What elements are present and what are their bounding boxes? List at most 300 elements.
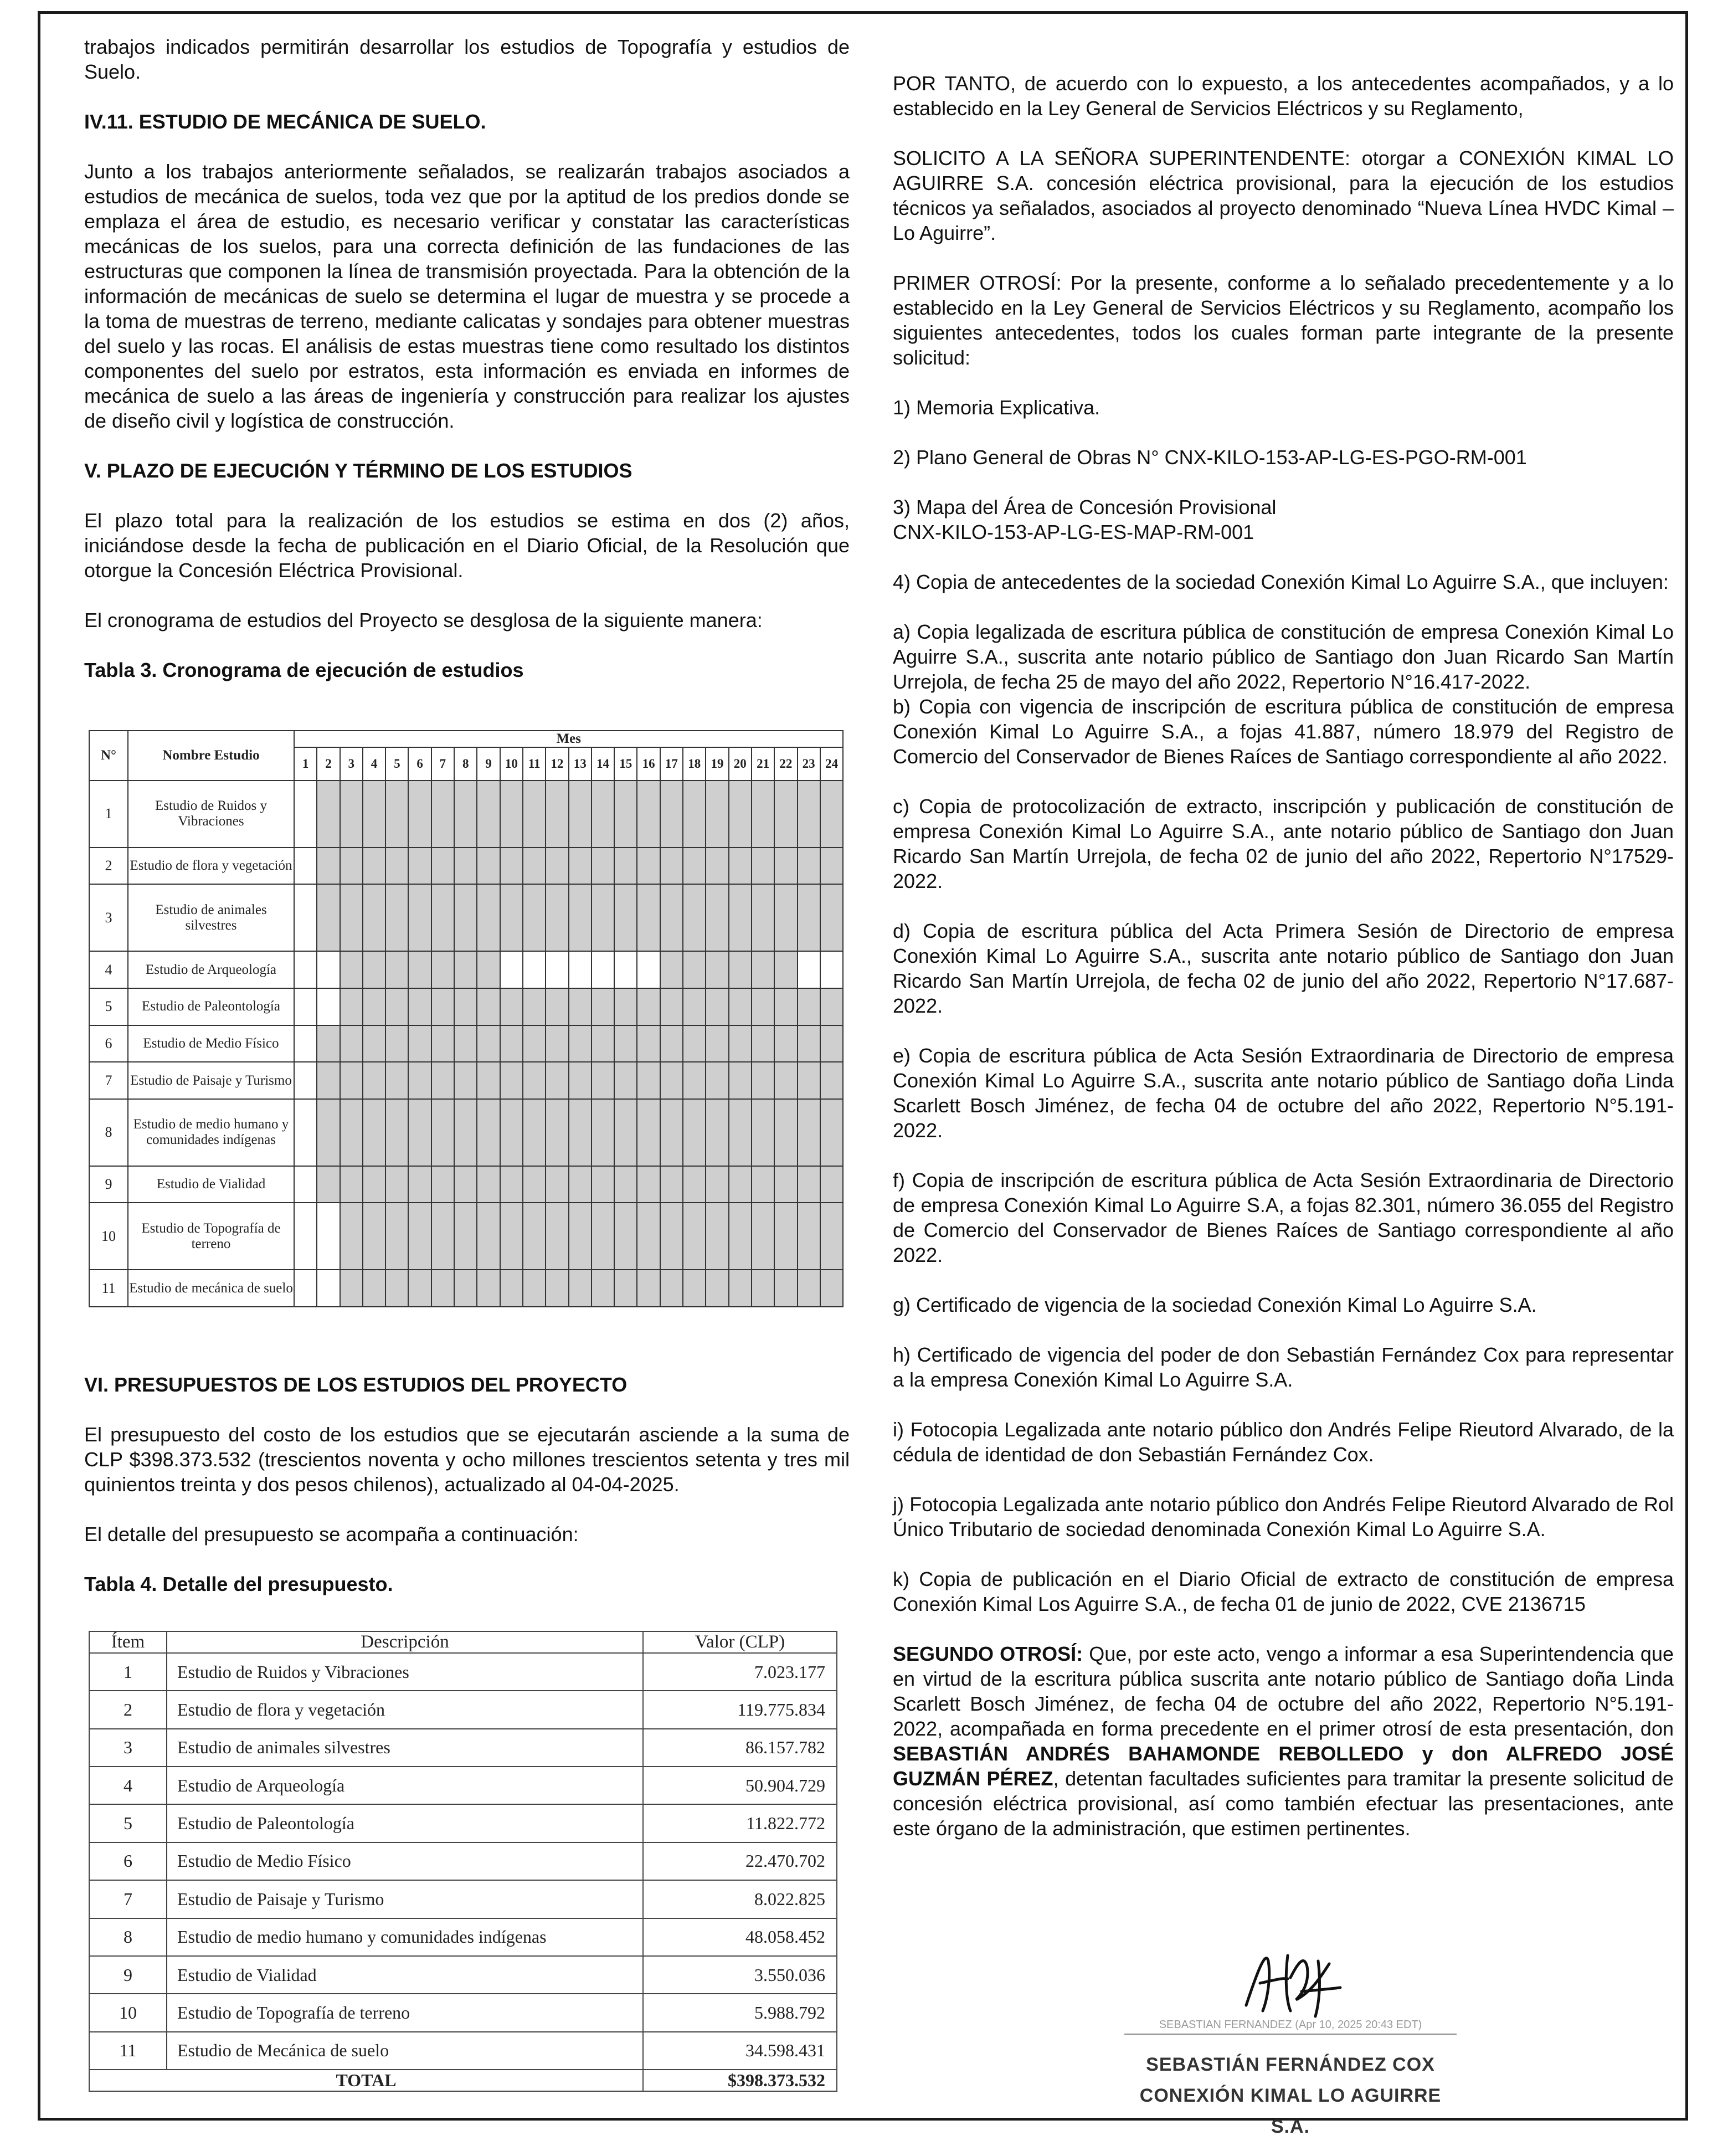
budget-item-value: 48.058.452	[643, 1918, 837, 1956]
schedule-cell	[660, 781, 683, 848]
schedule-cell	[385, 848, 408, 885]
segundo-otrosi-names: SEBASTIÁN ANDRÉS BAHAMONDE REBOLLEDO y don ALFREDO JOSÉ GUZMÁN PÉREZ	[893, 1742, 1674, 1790]
annex-d: d) Copia de escritura pública del Acta Primera Sesión de Directorio de empresa Conexión Kimal Lo Aguirre S.A., suscrita ante notario público de Santiago don Juan Ricardo San Martín Urrejola, de fecha 02 de junio del año 2022, Repertorio N°17.687-2022.	[893, 920, 1674, 1017]
budget-col-desc: Descripción	[167, 1631, 643, 1653]
schedule-month-header: 3	[340, 747, 363, 781]
schedule-cell	[569, 1099, 592, 1166]
schedule-cell	[431, 884, 454, 951]
schedule-cell	[774, 988, 797, 1025]
left-column	[84, 34, 850, 707]
budget-item-number: 3	[89, 1729, 167, 1767]
schedule-cell	[752, 781, 774, 848]
schedule-cell	[592, 1099, 614, 1166]
right-column	[893, 71, 1674, 1866]
schedule-cell	[683, 1166, 706, 1203]
schedule-cell	[431, 1062, 454, 1099]
schedule-cell	[774, 1025, 797, 1062]
schedule-row	[89, 884, 843, 951]
schedule-cell	[317, 884, 340, 951]
section-iv11-paragraph: Junto a los trabajos anteriormente señalados, se realizarán trabajos asociados a estudios de mecánica de suelos, toda vez que por la aptitud de los predios donde se emplaza el área de estudio, es necesario verificar y constatar las características mecánicas de los suelos, para una correcta definición de las fundaciones de las estructuras que componen la línea de transmisión proyectada. Para la obtención de la información de mecánicas de suelo se determina el lugar de muestra y se procede a la toma de muestras de terreno, mediante calicatas y sondajes para obtener muestras del suelo y las rocas. El análisis de estas muestras tiene como resultado los distintos componentes del suelo por estratos, esta información es enviada en informes de mecánica de suelo a las áreas de ingeniería y construcción para realizar los ajustes de diseño civil y logística de construcción.	[84, 160, 850, 432]
schedule-cell	[729, 1203, 752, 1270]
schedule-cell	[683, 1025, 706, 1062]
schedule-month-header: 24	[820, 747, 844, 781]
budget-item-number: 5	[89, 1804, 167, 1842]
schedule-cell	[431, 1025, 454, 1062]
schedule-cell	[637, 1099, 660, 1166]
schedule-cell	[340, 1062, 363, 1099]
schedule-cell	[408, 884, 431, 951]
budget-row	[89, 1842, 837, 1880]
budget-item-value: 7.023.177	[643, 1653, 837, 1691]
budget-col-val: Valor (CLP)	[643, 1631, 837, 1653]
schedule-cell	[431, 988, 454, 1025]
budget-item-value: 5.988.792	[643, 1994, 837, 2031]
schedule-cell	[294, 1270, 317, 1307]
annex-3-line-1: 3) Mapa del Área de Concesión Provisional	[893, 496, 1277, 519]
budget-item-number: 8	[89, 1918, 167, 1956]
schedule-cell	[729, 1270, 752, 1307]
annex-j: j) Fotocopia Legalizada ante notario público don Andrés Felipe Rieutord Alvarado de Rol Único Tributario de sociedad denominada Conexión Kimal Lo Aguirre S.A.	[893, 1493, 1674, 1541]
schedule-cell	[637, 1166, 660, 1203]
signer-name: SEBASTIÁN FERNÁNDEZ COX	[1146, 2054, 1435, 2075]
schedule-cell	[729, 1062, 752, 1099]
schedule-cell	[408, 1099, 431, 1166]
schedule-cell	[500, 1166, 523, 1203]
schedule-cell	[385, 1203, 408, 1270]
schedule-cell	[637, 848, 660, 885]
schedule-cell	[340, 1203, 363, 1270]
schedule-cell	[592, 1025, 614, 1062]
schedule-cell	[500, 781, 523, 848]
schedule-cell	[408, 1270, 431, 1307]
schedule-cell	[660, 1270, 683, 1307]
schedule-row-study-name: Estudio de medio humano y comunidades indígenas	[128, 1099, 294, 1166]
schedule-cell	[408, 951, 431, 988]
schedule-row	[89, 1099, 843, 1166]
budget-total-label: TOTAL	[89, 2070, 643, 2091]
schedule-cell	[569, 884, 592, 951]
signature-meta: SEBASTIAN FERNANDEZ (Apr 10, 2025 20:43 EDT)	[1159, 2019, 1422, 2031]
budget-item-description: Estudio de medio humano y comunidades indígenas	[167, 1918, 643, 1956]
schedule-cell	[546, 1270, 568, 1307]
schedule-row	[89, 1270, 843, 1307]
schedule-cell	[363, 1099, 385, 1166]
budget-row	[89, 1994, 837, 2031]
schedule-row-number: 1	[89, 781, 128, 848]
schedule-row-study-name: Estudio de animales silvestres	[128, 884, 294, 951]
schedule-cell	[569, 1025, 592, 1062]
schedule-cell	[523, 1099, 546, 1166]
budget-row	[89, 2032, 837, 2070]
schedule-cell	[477, 1062, 500, 1099]
annex-4: 4) Copia de antecedentes de la sociedad Conexión Kimal Lo Aguirre S.A., que incluyen:	[893, 571, 1669, 593]
schedule-row-study-name: Estudio de Medio Físico	[128, 1025, 294, 1062]
schedule-cell	[774, 1062, 797, 1099]
schedule-cell	[454, 1025, 477, 1062]
schedule-cell	[774, 1270, 797, 1307]
annex-k: k) Copia de publicación en el Diario Oficial de extracto de constitución de empresa Conexión Kimal Los Aguirre S.A., de fecha 01 de junio de 2022, CVE 2136715	[893, 1568, 1674, 1615]
schedule-cell	[683, 1062, 706, 1099]
schedule-cell	[454, 781, 477, 848]
schedule-cell	[454, 988, 477, 1025]
schedule-cell	[774, 951, 797, 988]
schedule-cell	[660, 848, 683, 885]
schedule-cell	[820, 988, 844, 1025]
schedule-cell	[477, 884, 500, 951]
annex-h: h) Certificado de vigencia del poder de don Sebastián Fernández Cox para representar a la empresa Conexión Kimal Lo Aguirre S.A.	[893, 1343, 1674, 1391]
budget-item-value: 22.470.702	[643, 1842, 837, 1880]
budget-col-item: Ítem	[89, 1631, 167, 1653]
schedule-cell	[408, 781, 431, 848]
schedule-cell	[546, 1203, 568, 1270]
table3-title: Tabla 3. Cronograma de ejecución de estudios	[84, 659, 524, 681]
schedule-cell	[798, 884, 820, 951]
annex-2: 2) Plano General de Obras N° CNX-KILO-153-AP-LG-ES-PGO-RM-001	[893, 446, 1527, 469]
schedule-cell	[569, 848, 592, 885]
annex-g: g) Certificado de vigencia de la sociedad Conexión Kimal Lo Aguirre S.A.	[893, 1293, 1537, 1316]
schedule-cell	[454, 1270, 477, 1307]
budget-item-number: 9	[89, 1956, 167, 1994]
schedule-month-header: 12	[546, 747, 568, 781]
annex-1: 1) Memoria Explicativa.	[893, 396, 1100, 419]
schedule-row-number: 11	[89, 1270, 128, 1307]
schedule-cell	[317, 1270, 340, 1307]
schedule-cell	[500, 848, 523, 885]
schedule-cell	[820, 1166, 844, 1203]
schedule-cell	[317, 951, 340, 988]
schedule-month-header: 15	[614, 747, 637, 781]
schedule-cell	[500, 988, 523, 1025]
schedule-cell	[752, 988, 774, 1025]
budget-item-value: 34.598.431	[643, 2032, 837, 2070]
budget-item-description: Estudio de Medio Físico	[167, 1842, 643, 1880]
schedule-row-number: 8	[89, 1099, 128, 1166]
schedule-cell	[523, 1025, 546, 1062]
por-tanto-paragraph: POR TANTO, de acuerdo con lo expuesto, a los antecedentes acompañados, y a lo establecido en la Ley General de Servicios Eléctricos y su Reglamento,	[893, 72, 1674, 120]
budget-row	[89, 1918, 837, 1956]
schedule-cell	[294, 848, 317, 885]
schedule-cell	[798, 1062, 820, 1099]
schedule-cell	[706, 1166, 728, 1203]
schedule-cell	[660, 1062, 683, 1099]
schedule-cell	[798, 1099, 820, 1166]
schedule-cell	[683, 1099, 706, 1166]
schedule-cell	[317, 848, 340, 885]
budget-item-description: Estudio de Mecánica de suelo	[167, 2032, 643, 2070]
schedule-row-number: 4	[89, 951, 128, 988]
schedule-cell	[385, 1062, 408, 1099]
schedule-cell	[592, 951, 614, 988]
budget-row	[89, 1880, 837, 1918]
schedule-cell	[294, 1025, 317, 1062]
schedule-cell	[614, 1062, 637, 1099]
schedule-row-number: 9	[89, 1166, 128, 1203]
annex-a: a) Copia legalizada de escritura pública de constitución de empresa Conexión Kimal Lo Aguirre S.A., suscrita ante notario público de Santiago don Juan Ricardo San Martín Urrejola, de fecha 25 de mayo del año 2022, Repertorio N°16.417-2022.	[893, 620, 1674, 693]
schedule-cell	[431, 1203, 454, 1270]
schedule-cell	[774, 848, 797, 885]
schedule-cell	[385, 781, 408, 848]
schedule-cell	[385, 1025, 408, 1062]
schedule-cell	[363, 1270, 385, 1307]
schedule-cell	[477, 988, 500, 1025]
budget-item-value: 86.157.782	[643, 1729, 837, 1767]
schedule-cell	[614, 781, 637, 848]
schedule-cell	[546, 988, 568, 1025]
budget-item-number: 10	[89, 1994, 167, 2031]
schedule-cell	[752, 1099, 774, 1166]
schedule-cell	[729, 884, 752, 951]
schedule-cell	[706, 884, 728, 951]
annex-e: e) Copia de escritura pública de Acta Sesión Extraordinaria de Directorio de empresa Conexión Kimal Lo Aguirre S.A., suscrita ante notario público de Santiago doña Linda Scarlett Bosch Jiménez, de fecha 04 de octubre del año 2022, Repertorio N°5.191-2022.	[893, 1044, 1674, 1142]
budget-item-number: 1	[89, 1653, 167, 1691]
schedule-cell	[569, 951, 592, 988]
schedule-cell	[546, 848, 568, 885]
schedule-cell	[798, 1025, 820, 1062]
schedule-cell	[637, 1270, 660, 1307]
schedule-cell	[385, 1270, 408, 1307]
budget-item-number: 6	[89, 1842, 167, 1880]
schedule-cell	[614, 848, 637, 885]
schedule-month-header: 17	[660, 747, 683, 781]
schedule-cell	[317, 1025, 340, 1062]
schedule-month-header: 9	[477, 747, 500, 781]
schedule-row-number: 6	[89, 1025, 128, 1062]
schedule-cell	[798, 988, 820, 1025]
budget-item-description: Estudio de animales silvestres	[167, 1729, 643, 1767]
budget-item-number: 4	[89, 1767, 167, 1804]
schedule-cell	[477, 1203, 500, 1270]
schedule-cell	[752, 848, 774, 885]
schedule-cell	[820, 781, 844, 848]
schedule-cell	[294, 951, 317, 988]
budget-row	[89, 1729, 837, 1767]
schedule-cell	[477, 1270, 500, 1307]
schedule-cell	[592, 848, 614, 885]
schedule-month-header: 18	[683, 747, 706, 781]
schedule-cell	[385, 1099, 408, 1166]
schedule-cell	[752, 884, 774, 951]
schedule-cell	[752, 1166, 774, 1203]
schedule-cell	[569, 1203, 592, 1270]
schedule-cell	[454, 1166, 477, 1203]
schedule-cell	[500, 1025, 523, 1062]
schedule-cell	[477, 951, 500, 988]
schedule-cell	[683, 1203, 706, 1270]
schedule-cell	[546, 781, 568, 848]
schedule-cell	[729, 848, 752, 885]
budget-item-description: Estudio de Paisaje y Turismo	[167, 1880, 643, 1918]
section-v-paragraph-2: El cronograma de estudios del Proyecto se desglosa de la siguiente manera:	[84, 609, 763, 632]
schedule-cell	[523, 781, 546, 848]
schedule-month-header: 10	[500, 747, 523, 781]
schedule-month-header: 7	[431, 747, 454, 781]
schedule-row	[89, 988, 843, 1025]
schedule-cell	[660, 951, 683, 988]
schedule-cell	[431, 951, 454, 988]
schedule-cell	[683, 848, 706, 885]
schedule-cell	[363, 1025, 385, 1062]
segundo-otrosi-label: SEGUNDO OTROSÍ:	[893, 1642, 1083, 1665]
schedule-cell	[752, 951, 774, 988]
schedule-row-number: 7	[89, 1062, 128, 1099]
schedule-cell	[752, 1203, 774, 1270]
schedule-cell	[294, 988, 317, 1025]
budget-table	[89, 1631, 837, 2092]
schedule-cell	[660, 1166, 683, 1203]
schedule-cell	[752, 1062, 774, 1099]
schedule-cell	[798, 1166, 820, 1203]
schedule-cell	[340, 1166, 363, 1203]
schedule-cell	[431, 781, 454, 848]
schedule-cell	[317, 1203, 340, 1270]
schedule-cell	[477, 1166, 500, 1203]
schedule-cell	[592, 884, 614, 951]
schedule-row-number: 3	[89, 884, 128, 951]
schedule-cell	[523, 848, 546, 885]
annex-b: b) Copia con vigencia de inscripción de escritura pública de constitución de empresa Conexión Kimal Lo Aguirre S.A., a fojas 41.887, número 18.979 del Registro de Comercio del Conservador de Bienes Raíces de Santiago correspondiente al año 2022.	[893, 695, 1674, 768]
schedule-cell	[454, 1203, 477, 1270]
schedule-month-header: 21	[752, 747, 774, 781]
budget-item-number: 7	[89, 1880, 167, 1918]
schedule-cell	[363, 951, 385, 988]
schedule-cell	[569, 988, 592, 1025]
schedule-month-header: 20	[729, 747, 752, 781]
schedule-cell	[500, 951, 523, 988]
schedule-cell	[431, 1270, 454, 1307]
schedule-cell	[408, 1062, 431, 1099]
schedule-cell	[729, 1025, 752, 1062]
budget-item-description: Estudio de Topografía de terreno	[167, 1994, 643, 2031]
schedule-cell	[569, 781, 592, 848]
schedule-cell	[683, 1270, 706, 1307]
schedule-cell	[614, 1025, 637, 1062]
schedule-cell	[614, 1099, 637, 1166]
schedule-col-mes: Mes	[294, 731, 843, 747]
schedule-cell	[729, 951, 752, 988]
section-v-paragraph-1: El plazo total para la realización de los estudios se estima en dos (2) años, iniciándose desde la fecha de publicación en el Diario Oficial, de la Resolución que otorgue la Concesión Eléctrica Provisional.	[84, 509, 850, 582]
budget-item-value: 11.822.772	[643, 1804, 837, 1842]
schedule-cell	[500, 884, 523, 951]
schedule-cell	[500, 1062, 523, 1099]
schedule-month-header: 19	[706, 747, 728, 781]
schedule-cell	[431, 1099, 454, 1166]
schedule-cell	[637, 988, 660, 1025]
schedule-cell	[546, 1025, 568, 1062]
schedule-row	[89, 1166, 843, 1203]
schedule-cell	[523, 1203, 546, 1270]
schedule-col-name: Nombre Estudio	[128, 731, 294, 781]
schedule-cell	[820, 1099, 844, 1166]
schedule-cell	[340, 1099, 363, 1166]
schedule-cell	[683, 781, 706, 848]
budget-row	[89, 1956, 837, 1994]
schedule-month-header: 5	[385, 747, 408, 781]
schedule-cell	[820, 1203, 844, 1270]
segundo-otrosi-paragraph	[893, 1641, 1674, 1841]
schedule-cell	[317, 988, 340, 1025]
schedule-cell	[363, 988, 385, 1025]
budget-item-description: Estudio de Ruidos y Vibraciones	[167, 1653, 643, 1691]
schedule-cell	[477, 781, 500, 848]
schedule-row-study-name: Estudio de Paleontología	[128, 988, 294, 1025]
schedule-cell	[546, 1062, 568, 1099]
schedule-cell	[798, 1270, 820, 1307]
schedule-cell	[752, 1270, 774, 1307]
budget-header-row	[89, 1631, 837, 1653]
schedule-row	[89, 781, 843, 848]
schedule-cell	[408, 1203, 431, 1270]
budget-item-value: 8.022.825	[643, 1880, 837, 1918]
schedule-cell	[820, 951, 844, 988]
budget-item-description: Estudio de Arqueología	[167, 1767, 643, 1804]
annex-f: f) Copia de inscripción de escritura pública de Acta Sesión Extraordinaria de Directorio de empresa Conexión Kimal Lo Aguirre S.A, a fojas 82.301, número 36.055 del Registro de Comercio del Conservador de Bienes Raíces de Santiago correspondiente al año 2022.	[893, 1169, 1674, 1266]
schedule-cell	[729, 988, 752, 1025]
schedule-cell	[637, 884, 660, 951]
schedule-cell	[363, 884, 385, 951]
schedule-row	[89, 1025, 843, 1062]
schedule-cell	[477, 848, 500, 885]
schedule-month-header: 2	[317, 747, 340, 781]
schedule-cell	[317, 781, 340, 848]
annex-i: i) Fotocopia Legalizada ante notario público don Andrés Felipe Rieutord Alvarado, de la cédula de identidad de don Sebastián Fernández Cox.	[893, 1418, 1674, 1466]
schedule-cell	[774, 1203, 797, 1270]
schedule-cell	[523, 884, 546, 951]
schedule-cell	[614, 1270, 637, 1307]
schedule-cell	[683, 884, 706, 951]
schedule-cell	[546, 1166, 568, 1203]
schedule-cell	[431, 848, 454, 885]
schedule-month-header: 22	[774, 747, 797, 781]
schedule-month-header: 8	[454, 747, 477, 781]
schedule-cell	[706, 988, 728, 1025]
schedule-cell	[637, 1025, 660, 1062]
schedule-cell	[523, 988, 546, 1025]
schedule-cell	[317, 1166, 340, 1203]
schedule-cell	[798, 848, 820, 885]
schedule-cell	[408, 1025, 431, 1062]
budget-item-number: 11	[89, 2032, 167, 2070]
schedule-month-header: 1	[294, 747, 317, 781]
schedule-cell	[683, 951, 706, 988]
schedule-row-study-name: Estudio de flora y vegetación	[128, 848, 294, 885]
schedule-row-study-name: Estudio de Vialidad	[128, 1166, 294, 1203]
segundo-otrosi-text-1: Que, por este acto, vengo a informar a esa Superintendencia que en virtud de la escritura pública suscrita ante notario público de Santiago doña Linda Scarlett Bosch Jiménez, de fecha 04 de octubre del año 2022, Repertorio N°5.191-2022, acompañada en forma precedente en el primer otrosí de esta presentación, don	[893, 1642, 1674, 1740]
schedule-cell	[523, 1166, 546, 1203]
schedule-cell	[660, 988, 683, 1025]
schedule-cell	[340, 884, 363, 951]
schedule-cell	[614, 988, 637, 1025]
schedule-cell	[454, 1099, 477, 1166]
schedule-cell	[385, 988, 408, 1025]
schedule-cell	[454, 1062, 477, 1099]
schedule-cell	[500, 1099, 523, 1166]
schedule-cell	[592, 1203, 614, 1270]
schedule-cell	[340, 1270, 363, 1307]
budget-row	[89, 1653, 837, 1691]
schedule-cell	[592, 1270, 614, 1307]
budget-item-value: 50.904.729	[643, 1767, 837, 1804]
schedule-cell	[820, 1270, 844, 1307]
schedule-row	[89, 1203, 843, 1270]
schedule-cell	[637, 781, 660, 848]
schedule-header-row	[89, 731, 843, 747]
schedule-cell	[546, 1099, 568, 1166]
schedule-month-header: 6	[408, 747, 431, 781]
schedule-cell	[592, 1062, 614, 1099]
schedule-month-header: 16	[637, 747, 660, 781]
schedule-cell	[660, 884, 683, 951]
intro-paragraph: trabajos indicados permitirán desarrollar los estudios de Topografía y estudios de Suelo.	[84, 35, 850, 83]
